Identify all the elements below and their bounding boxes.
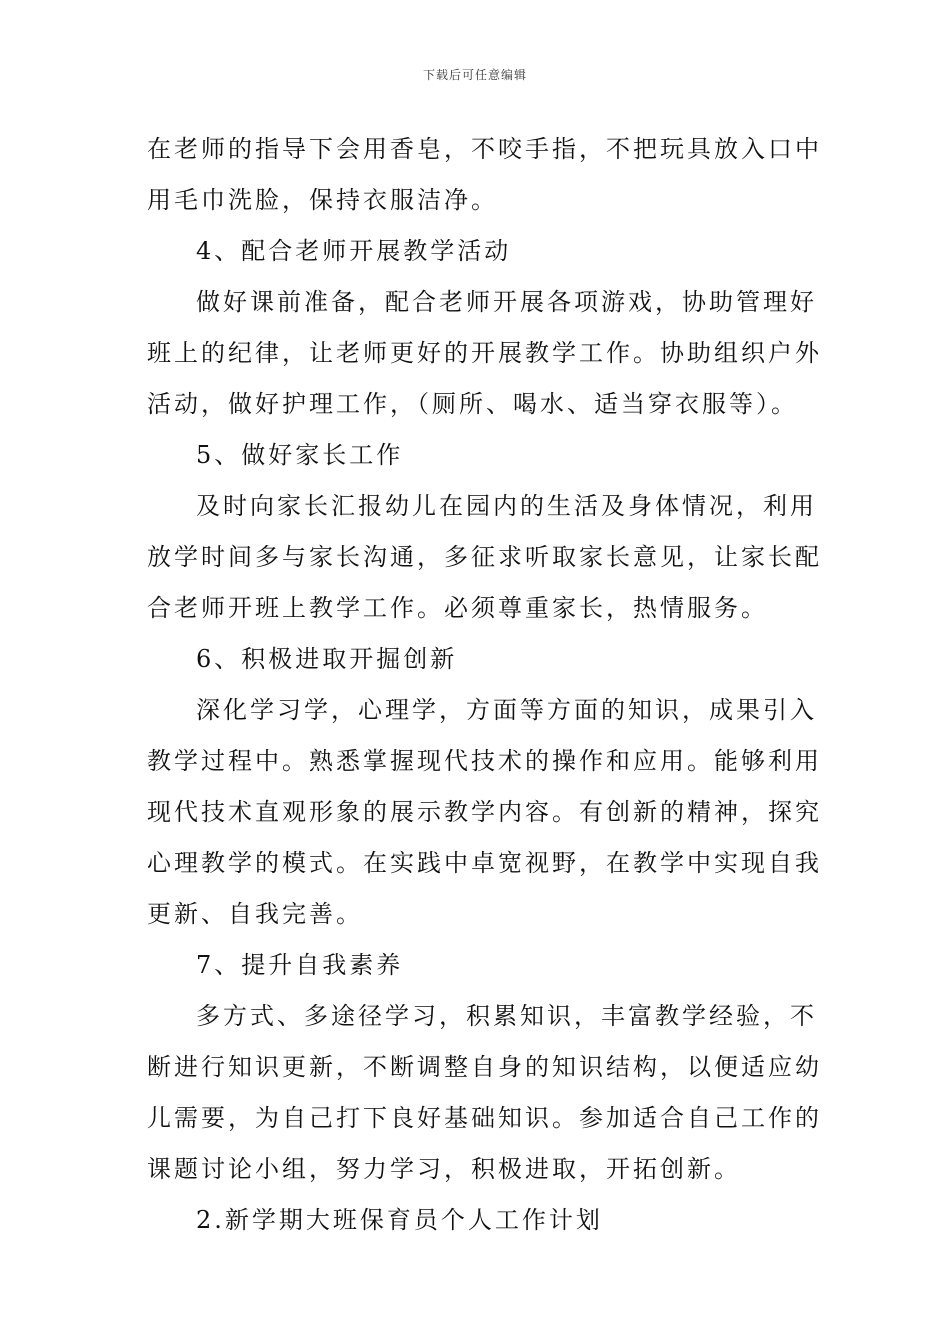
body-line: 在老师的指导下会用香皂，不咬手指，不把玩具放入口中 [147, 135, 822, 163]
section-heading: 6、积极进取开掘创新 [196, 645, 458, 673]
body-line: 合老师开班上教学工作。必须尊重家长，热情服务。 [147, 594, 768, 622]
section-heading: 7、提升自我素养 [196, 951, 404, 979]
section-heading: 4、配合老师开展教学活动 [196, 237, 512, 265]
body-line: 更新、自我完善。 [147, 900, 363, 928]
body-line: 多方式、多途径学习，积累知识，丰富教学经验，不 [196, 1002, 817, 1030]
body-line: 心理教学的模式。在实践中卓宽视野，在教学中实现自我 [147, 849, 822, 877]
body-line: 课题讨论小组，努力学习，积极进取，开拓创新。 [147, 1155, 741, 1183]
body-line: 深化学习学，心理学，方面等方面的知识，成果引入 [196, 696, 817, 724]
body-line: 现代技术直观形象的展示教学内容。有创新的精神，探究 [147, 798, 822, 826]
body-line: 做好课前准备，配合老师开展各项游戏，协助管理好 [196, 288, 817, 316]
body-line: 活动，做好护理工作，（厕所、喝水、适当穿衣服等）。 [147, 390, 798, 418]
header-note: 下载后可任意编辑 [422, 68, 527, 82]
body-line: 儿需要，为自己打下良好基础知识。参加适合自己工作的 [147, 1104, 822, 1132]
body-line: 及时向家长汇报幼儿在园内的生活及身体情况，利用 [196, 492, 817, 520]
body-line: 班上的纪律，让老师更好的开展教学工作。协助组织户外 [147, 339, 822, 367]
body-line: 教学过程中。熟悉掌握现代技术的操作和应用。能够利用 [147, 747, 822, 775]
section-heading: 5、做好家长工作 [196, 441, 404, 469]
body-line: 用毛巾洗脸，保持衣服洁净。 [147, 186, 498, 214]
body-line: 断进行知识更新，不断调整自身的知识结构，以便适应幼 [147, 1053, 822, 1081]
body-line: 放学时间多与家长沟通，多征求听取家长意见，让家长配 [147, 543, 822, 571]
section-heading: 2.新学期大班保育员个人工作计划 [196, 1206, 603, 1234]
